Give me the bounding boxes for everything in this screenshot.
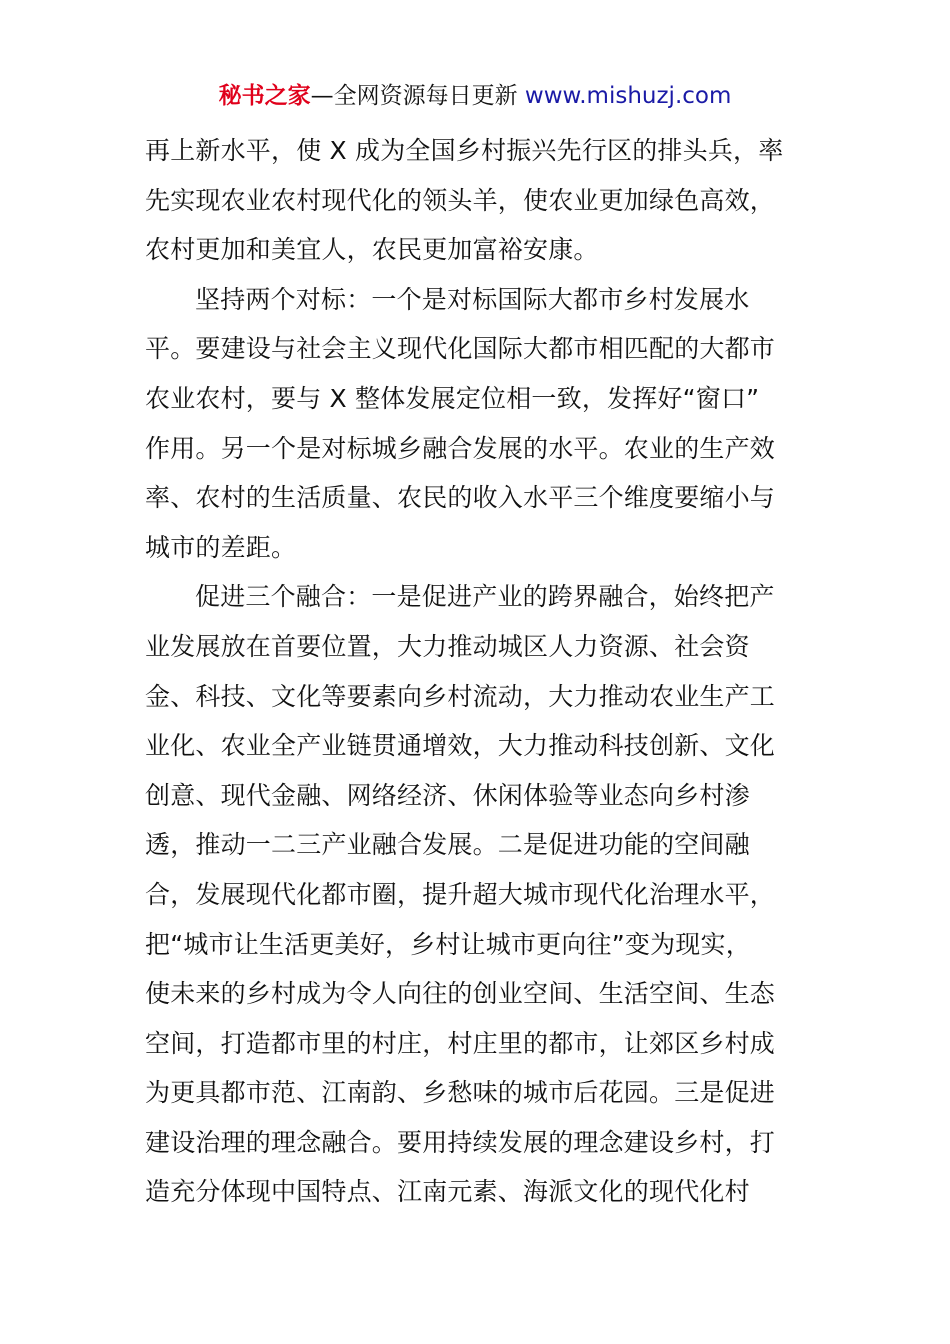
text-line: 再上新水平，使 X 成为全国乡村振兴先行区的排头兵，率 — [145, 136, 784, 165]
text-line: 建设治理的理念融合。要用持续发展的理念建设乡村，打 — [145, 1127, 776, 1157]
site-url-link[interactable]: www.mishuzj.com — [524, 83, 732, 109]
document-body — [145, 126, 810, 1217]
text-line: 业发展放在首要位置，大力推动城区人力资源、社会资 — [145, 631, 750, 661]
text-line: 创意、现代金融、网络经济、休闲体验等业态向乡村渗 — [145, 780, 750, 810]
paragraph-start-line: 促进三个融合：一是促进产业的跨界融合，始终把产 — [195, 582, 775, 612]
text-line: 为更具都市范、江南韵、乡愁味的城市后花园。三是促进 — [145, 1078, 776, 1108]
text-line: 把“城市让生活更美好，乡村让城市更向往”变为现实， — [145, 929, 751, 959]
text-line: 作用。另一个是对标城乡融合发展的水平。农业的生产效 — [145, 433, 776, 463]
text-line: 先实现农业农村现代化的领头羊，使农业更加绿色高效， — [145, 185, 776, 215]
page-header — [0, 80, 950, 112]
text-line: 城市的差距。 — [145, 532, 297, 562]
text-line: 平。要建设与社会主义现代化国际大都市相匹配的大都市 — [145, 334, 776, 364]
text-line: 率、农村的生活质量、农民的收入水平三个维度要缩小与 — [145, 483, 776, 513]
brand-name: 秘书之家 — [218, 83, 311, 109]
header-tagline: —全网资源每日更新 — [310, 83, 518, 109]
text-line: 农村更加和美宜人，农民更加富裕安康。 — [145, 235, 599, 265]
text-line: 金、科技、文化等要素向乡村流动，大力推动农业生产工 — [145, 681, 776, 711]
text-line: 透，推动一二三产业融合发展。二是促进功能的空间融 — [145, 830, 750, 860]
text-line: 合，发展现代化都市圈，提升超大城市现代化治理水平， — [145, 879, 776, 909]
text-line: 使未来的乡村成为令人向往的创业空间、生活空间、生态 — [145, 979, 776, 1009]
text-line: 空间，打造都市里的村庄，村庄里的都市，让郊区乡村成 — [145, 1028, 776, 1058]
text-line: 造充分体现中国特点、江南元素、海派文化的现代化村 — [145, 1177, 750, 1207]
text-line: 农业农村，要与 X 整体发展定位相一致，发挥好“窗口” — [145, 383, 760, 413]
paragraph-start-line: 坚持两个对标：一个是对标国际大都市乡村发展水 — [195, 284, 750, 314]
text-line: 业化、农业全产业链贯通增效，大力推动科技创新、文化 — [145, 731, 776, 761]
